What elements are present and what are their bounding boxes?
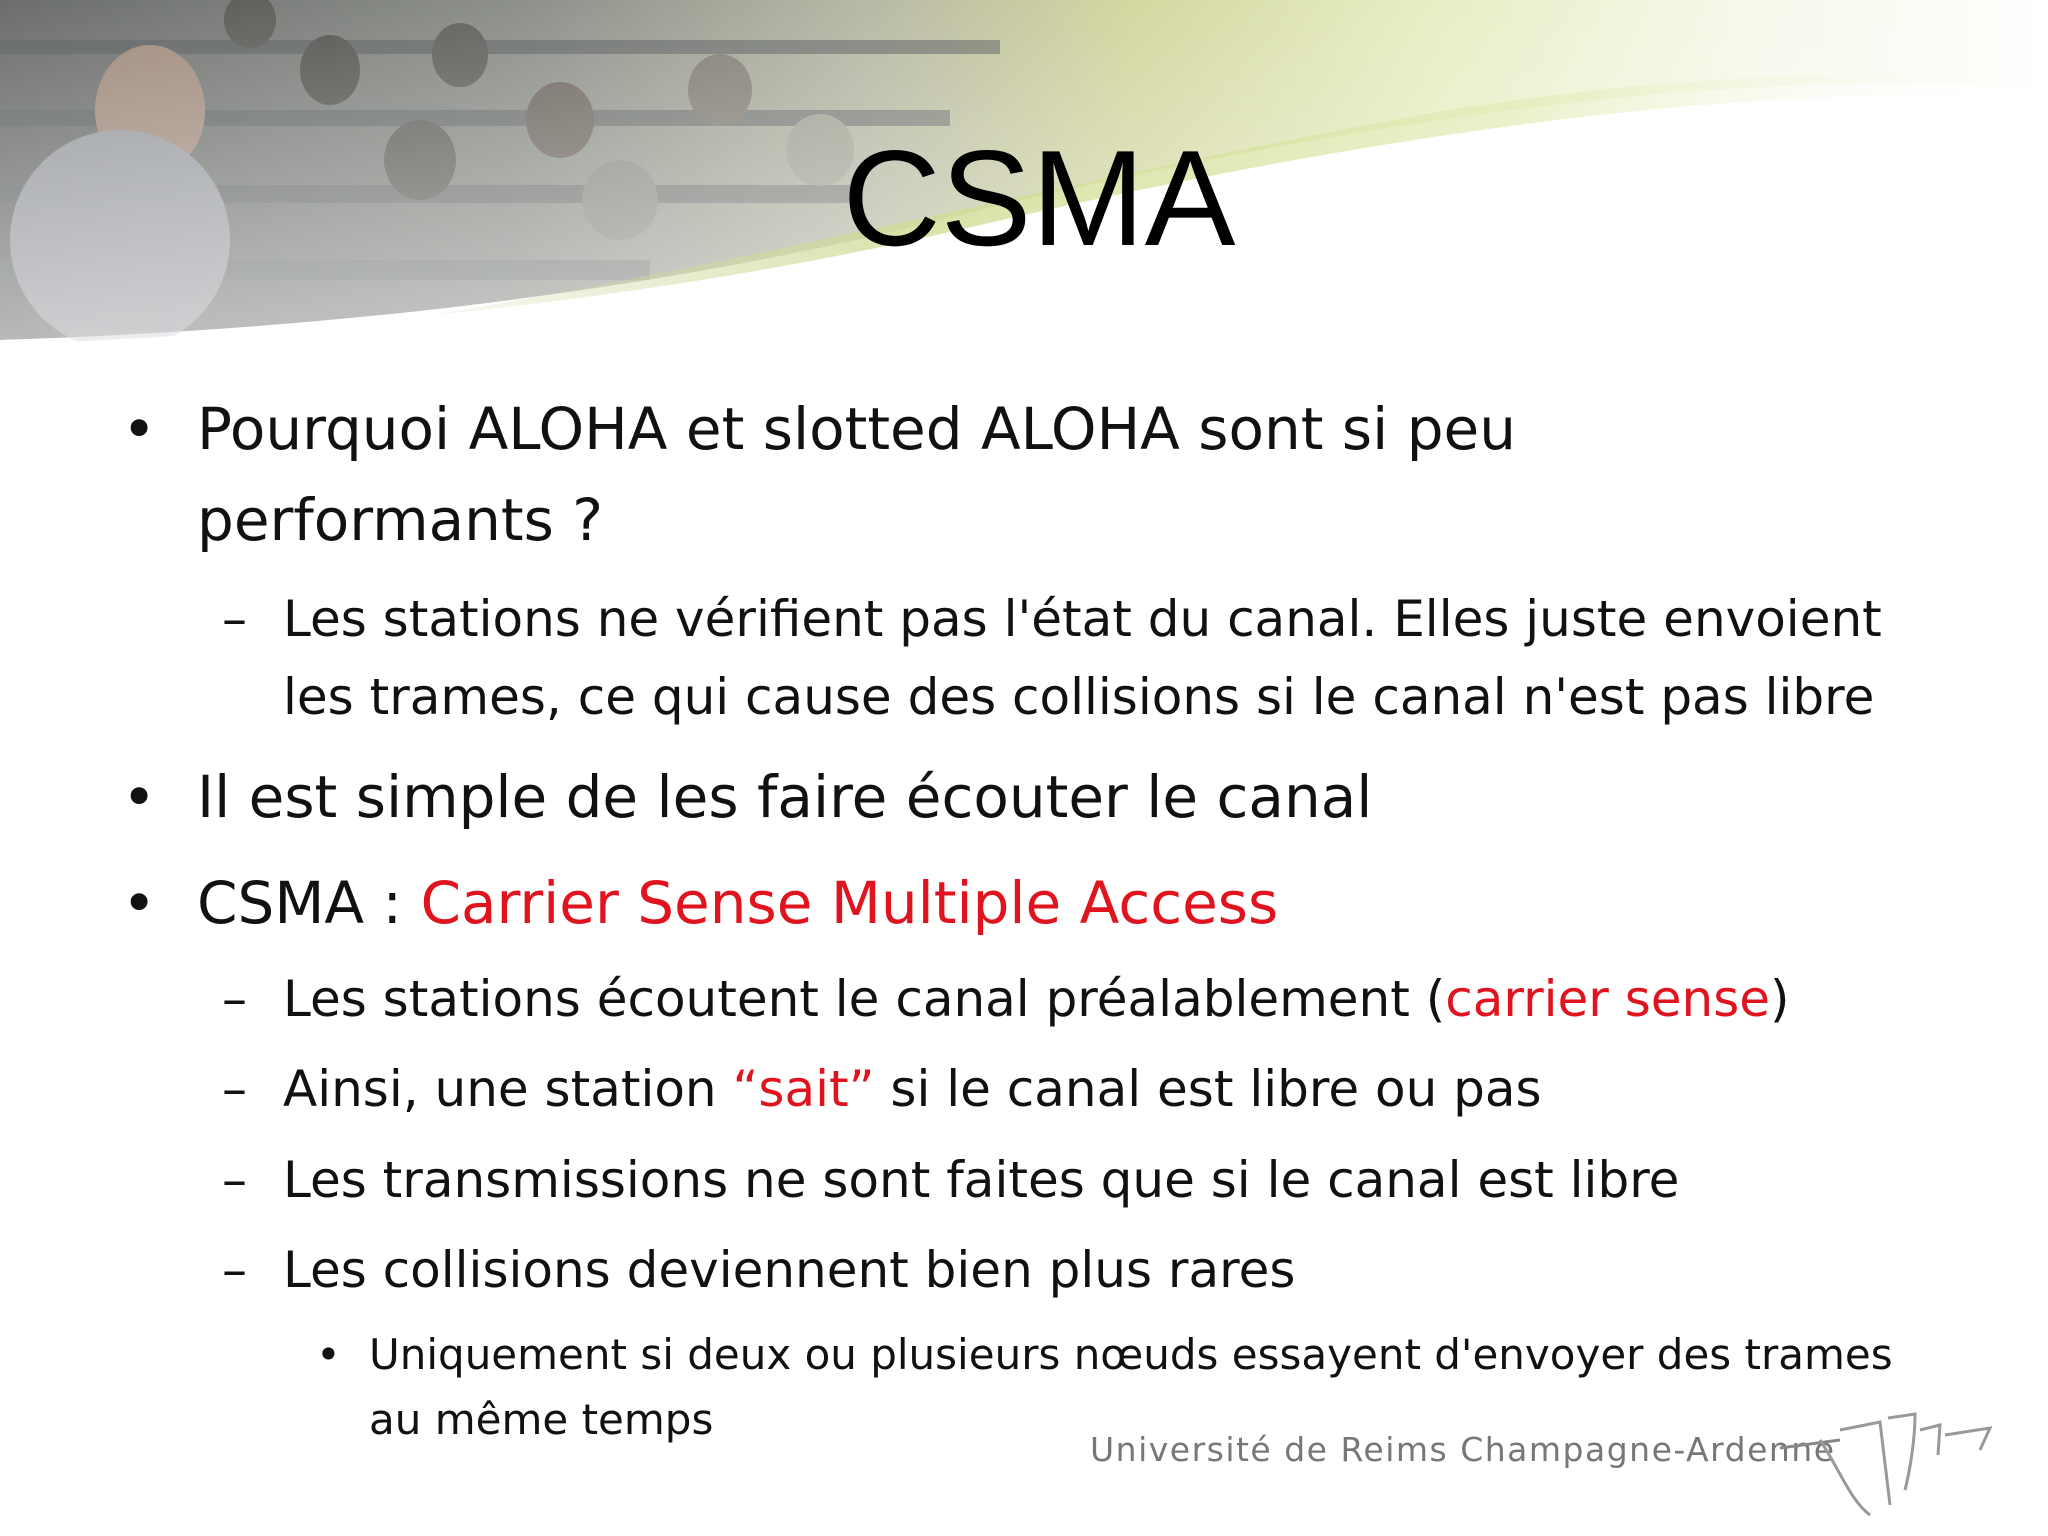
bullet-text — [197, 868, 1278, 938]
university-name: Université de Reims Champagne-Ardenne — [1090, 1430, 1836, 1469]
highlighted-text: Carrier Sense Multiple Access — [420, 869, 1279, 937]
sub-bullet-text — [283, 1059, 1542, 1119]
text-run: Les stations écoutent le canal préalablement ( — [283, 970, 1446, 1028]
small-bullet-icon: • — [316, 1330, 341, 1379]
text-run: si le canal est libre ou pas — [874, 1060, 1542, 1118]
bullet-icon: • — [122, 763, 157, 831]
footer — [1090, 1410, 2020, 1520]
text-run: Ainsi, une station — [283, 1060, 733, 1118]
sub-bullet-text — [283, 969, 1790, 1029]
dash-icon: – — [222, 1060, 247, 1118]
highlighted-text: carrier sense — [1445, 970, 1771, 1028]
bullet-text: Il est simple de les faire écouter le canal — [197, 763, 1373, 831]
text-run: CSMA : — [197, 869, 421, 937]
sub-bullet-text: les trames, ce qui cause des collisions si le canal n'est pas libre — [283, 668, 1875, 726]
dash-icon: – — [222, 970, 247, 1028]
slide-title: CSMA — [842, 122, 1236, 274]
sub-bullet-text: Les stations ne vérifient pas l'état du canal. Elles juste envoient — [283, 590, 1882, 648]
bullet-text: Pourquoi ALOHA et slotted ALOHA sont si peu — [197, 395, 1516, 463]
dash-icon: – — [222, 1241, 247, 1299]
sub-bullet-text: Les transmissions ne sont faites que si le canal est libre — [283, 1151, 1680, 1209]
bullet-text: performants ? — [197, 486, 604, 554]
dash-icon: – — [222, 1151, 247, 1209]
sub-bullet-text: Les collisions deviennent bien plus rares — [283, 1241, 1296, 1299]
bullet-icon: • — [122, 395, 157, 463]
dash-icon: – — [222, 590, 247, 648]
urca-logo-icon — [1780, 1410, 2000, 1520]
highlighted-text: “sait” — [732, 1060, 875, 1118]
sub-sub-bullet-text: Uniquement si deux ou plusieurs nœuds essayent d'envoyer des trames — [369, 1330, 1893, 1379]
sub-sub-bullet-text: au même temps — [369, 1395, 714, 1444]
bullet-icon: • — [122, 869, 157, 937]
text-run: ) — [1770, 970, 1790, 1028]
